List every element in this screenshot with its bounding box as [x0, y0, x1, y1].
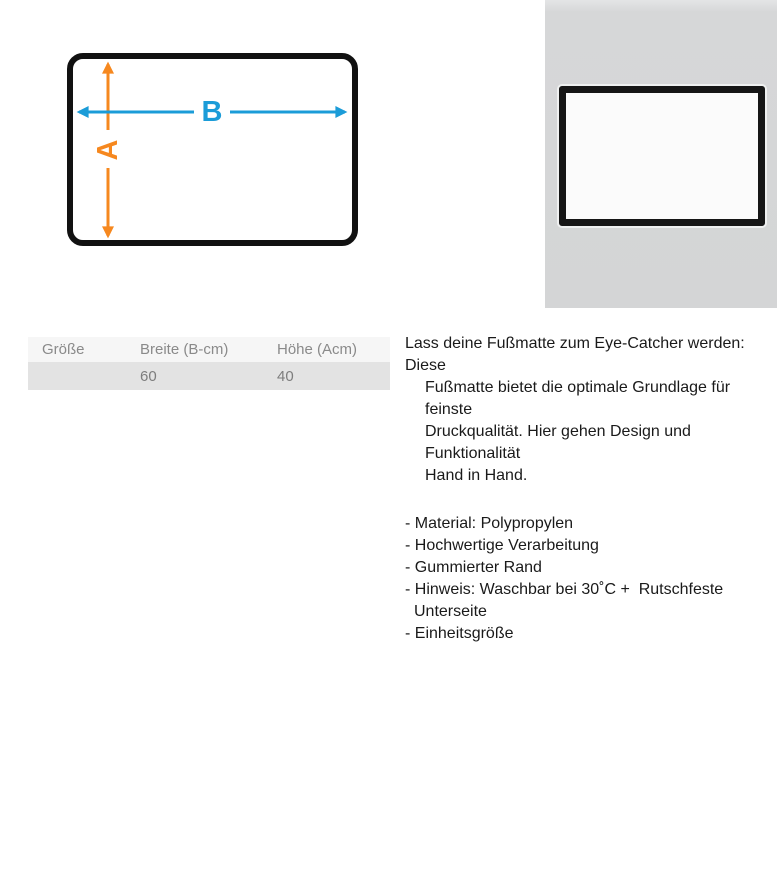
bullet-line: - Gummierter Rand: [405, 559, 542, 576]
bullet-line: - Hinweis: Waschbar bei 30˚C + Rutschfeste: [405, 581, 724, 598]
header-breite: Breite (B-cm): [140, 341, 229, 358]
description-line: Hand in Hand.: [425, 467, 528, 484]
product-photo-panel: [545, 0, 777, 308]
description-paragraph: [405, 333, 777, 487]
size-table-data-row: [28, 362, 390, 390]
bullet-line: - Hochwertige Verarbeitung: [405, 537, 599, 554]
size-table: [28, 337, 390, 390]
header-hoehe: Höhe (Acm): [277, 341, 358, 358]
cell-breite: 60: [140, 367, 157, 385]
cell-hoehe: 40: [277, 367, 294, 385]
bullet-line: - Einheitsgröße: [405, 625, 514, 642]
description-line: Druckqualität. Hier gehen Design und Funktionalität: [425, 423, 696, 462]
size-table-header-row: [28, 337, 390, 362]
description-line: Fußmatte bietet die optimale Grundlage für feinste: [425, 379, 735, 418]
description-line: Lass deine Fußmatte zum Eye-Catcher werden: Diese: [405, 335, 750, 374]
product-description: [405, 333, 777, 645]
size-diagram: [0, 0, 400, 270]
description-bullets: [405, 513, 777, 645]
bullet-line: Unterseite: [414, 603, 487, 620]
height-label: A: [92, 139, 124, 161]
doormat-image: [559, 86, 765, 226]
width-label: B: [201, 96, 223, 128]
header-groesse: Größe: [42, 341, 85, 358]
bullet-line: - Material: Polypropylen: [405, 515, 574, 532]
